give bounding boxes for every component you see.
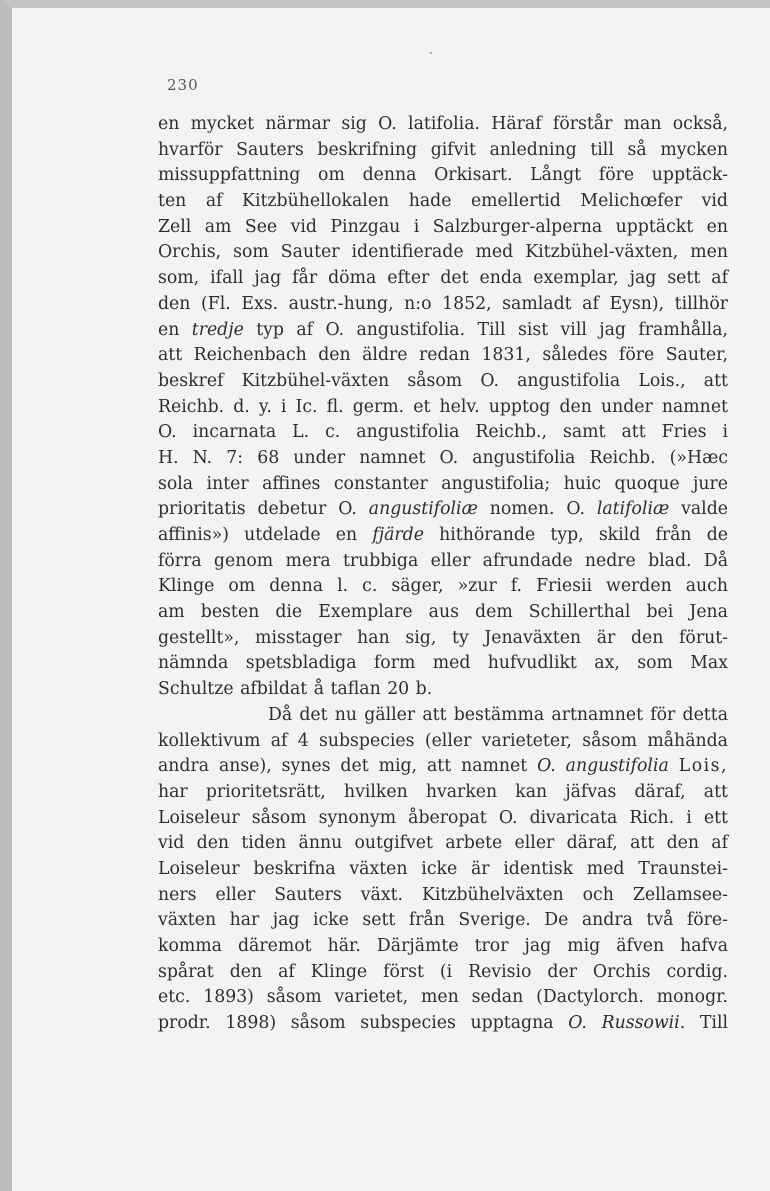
italic-text: latifoliæ	[596, 499, 670, 520]
text-line	[158, 112, 728, 138]
spaced-text: Lois,	[678, 756, 728, 777]
text-segment: gestellt», misstager han sig, ty Jenaväxten är den förut-	[158, 627, 728, 648]
text-segment: har prioritetsrätt, hvilken hvarken kan jäfvas däraf, att	[158, 781, 728, 802]
text-segment: sola inter affines constanter angustifolia; huic quoque jure	[158, 473, 728, 494]
text-line	[158, 600, 728, 626]
text-segment: nomen. O.	[477, 499, 597, 520]
text-segment: en	[158, 319, 192, 340]
text-segment: beskref Kitzbühel-växten såsom O. angustifolia Lois., att	[158, 370, 728, 391]
text-segment: kollektivum af 4 subspecies (eller varieteter, såsom måhända	[158, 730, 728, 751]
print-speck	[430, 52, 432, 54]
text-segment: affinis») utdelade en	[158, 525, 373, 545]
text-line	[158, 754, 728, 780]
italic-text: O. angustifolia	[537, 756, 669, 777]
text-segment: den (Fl. Exs. austr.-hung, n:o 1852, samladt af Eysn), tillhör	[158, 293, 728, 314]
text-segment: Loiseleur beskrifna växten icke är identisk med Traunstei-	[158, 858, 728, 879]
text-line	[158, 318, 728, 344]
text-line	[158, 369, 728, 395]
text-segment: am besten die Exemplare aus dem Schillerthal bei Jena	[158, 602, 728, 623]
text-segment: hvarför Sauters beskrifning gifvit anledning till så mycken	[158, 139, 728, 160]
text-line	[158, 292, 728, 318]
text-line	[158, 626, 728, 652]
text-line	[158, 908, 728, 934]
text-line	[158, 883, 728, 909]
text-segment: Då det nu gäller att bestämma artnamnet för detta	[268, 704, 728, 725]
text-line	[158, 677, 728, 703]
text-line	[158, 343, 728, 369]
text-segment: nämnda spetsbladiga form med hufvudlikt ax, som Max	[158, 653, 728, 674]
text-line	[158, 215, 728, 241]
text-segment: Klinge om denna l. c. säger, »zur f. Friesii werden auch	[158, 576, 728, 597]
text-line	[158, 1011, 728, 1037]
text-segment: prioritatis debetur O.	[158, 499, 369, 520]
text-line	[158, 497, 728, 523]
text-line	[158, 163, 728, 189]
text-line	[158, 549, 728, 575]
text-line	[158, 420, 728, 446]
text-segment: andra anse), synes det mig, att namnet	[158, 756, 538, 777]
text-segment: växten har jag icke sett från Sverige. De andra två före-	[158, 910, 728, 931]
text-segment: Loiseleur såsom synonym åberopat O. divaricata Rich. i ett	[158, 807, 728, 828]
text-segment	[669, 756, 679, 776]
text-segment: H. N. 7: 68 under namnet O. angustifolia Reichb. (»Hæc	[158, 447, 728, 468]
text-segment: spårat den af Klinge först (i Revisio der Orchis cordig.	[158, 961, 728, 982]
text-segment: ners eller Sauters växt. Kitzbühelväxten och Zellamsee-	[158, 884, 728, 905]
text-segment: prodr. 1898) såsom subspecies upptagna	[158, 1013, 569, 1034]
text-line	[158, 138, 728, 164]
text-segment: ten af Kitzbühellokalen hade emellertid Melichœfer vid	[158, 191, 728, 212]
text-line	[158, 831, 728, 857]
text-segment: Reichb. d. y. i Ic. fl. germ. et helv. upptog den under namnet	[158, 396, 728, 417]
italic-text: angustifoliæ	[368, 499, 478, 520]
text-segment: hithörande typ, skild från de	[423, 525, 728, 545]
text-line	[158, 395, 728, 421]
text-line	[158, 960, 728, 986]
text-line	[158, 729, 728, 755]
text-segment: som, ifall jag får döma efter det enda exemplar, jag sett af	[158, 268, 728, 289]
text-segment: en mycket närmar sig O. latifolia. Häraf förstår man också,	[158, 114, 728, 134]
italic-text: tredje	[191, 319, 244, 340]
text-line	[158, 703, 728, 729]
text-line	[158, 934, 728, 960]
text-segment: Schultze afbildat å taflan 20 b.	[158, 679, 433, 700]
text-line	[158, 472, 728, 498]
text-line	[158, 857, 728, 883]
italic-text: O. Russowii.	[568, 1013, 686, 1034]
text-segment: förra genom mera trubbiga eller afrundade nedre blad. Då	[158, 550, 728, 571]
text-line	[158, 651, 728, 677]
text-segment: vid den tiden ännu outgifvet arbete eller däraf, att den af	[158, 833, 728, 854]
text-segment: missuppfattning om denna Orkisart. Långt före upptäck-	[158, 165, 728, 186]
text-line	[158, 266, 728, 292]
text-segment: typ af O. angustifolia. Till sist vill jag framhålla,	[243, 319, 729, 340]
text-segment: Till	[685, 1013, 728, 1034]
text-segment: komma däremot här. Därjämte tror jag mig äfven hafva	[158, 936, 728, 956]
text-line	[158, 446, 728, 472]
page-number: 230	[167, 76, 199, 94]
text-segment: Zell am See vid Pinzgau i Salzburger-alperna upptäckt en	[158, 216, 728, 237]
text-line	[158, 806, 728, 832]
text-segment: att Reichenbach den äldre redan 1831, således före Sauter,	[158, 345, 728, 366]
text-segment: valde	[669, 499, 728, 520]
text-segment: Orchis, som Sauter identifierade med Kitzbühel-växten, men	[158, 242, 728, 263]
text-line	[158, 780, 728, 806]
text-line	[158, 574, 728, 600]
text-line	[158, 240, 728, 266]
text-line	[158, 523, 728, 549]
italic-text: fjärde	[372, 525, 424, 545]
text-segment: etc. 1893) såsom varietet, men sedan (Dactylorch. monogr.	[158, 987, 728, 1008]
text-line	[158, 189, 728, 215]
text-line	[158, 985, 728, 1011]
text-segment: O. incarnata L. c. angustifolia Reichb., samt att Fries i	[158, 422, 728, 443]
body-text	[158, 112, 728, 1037]
